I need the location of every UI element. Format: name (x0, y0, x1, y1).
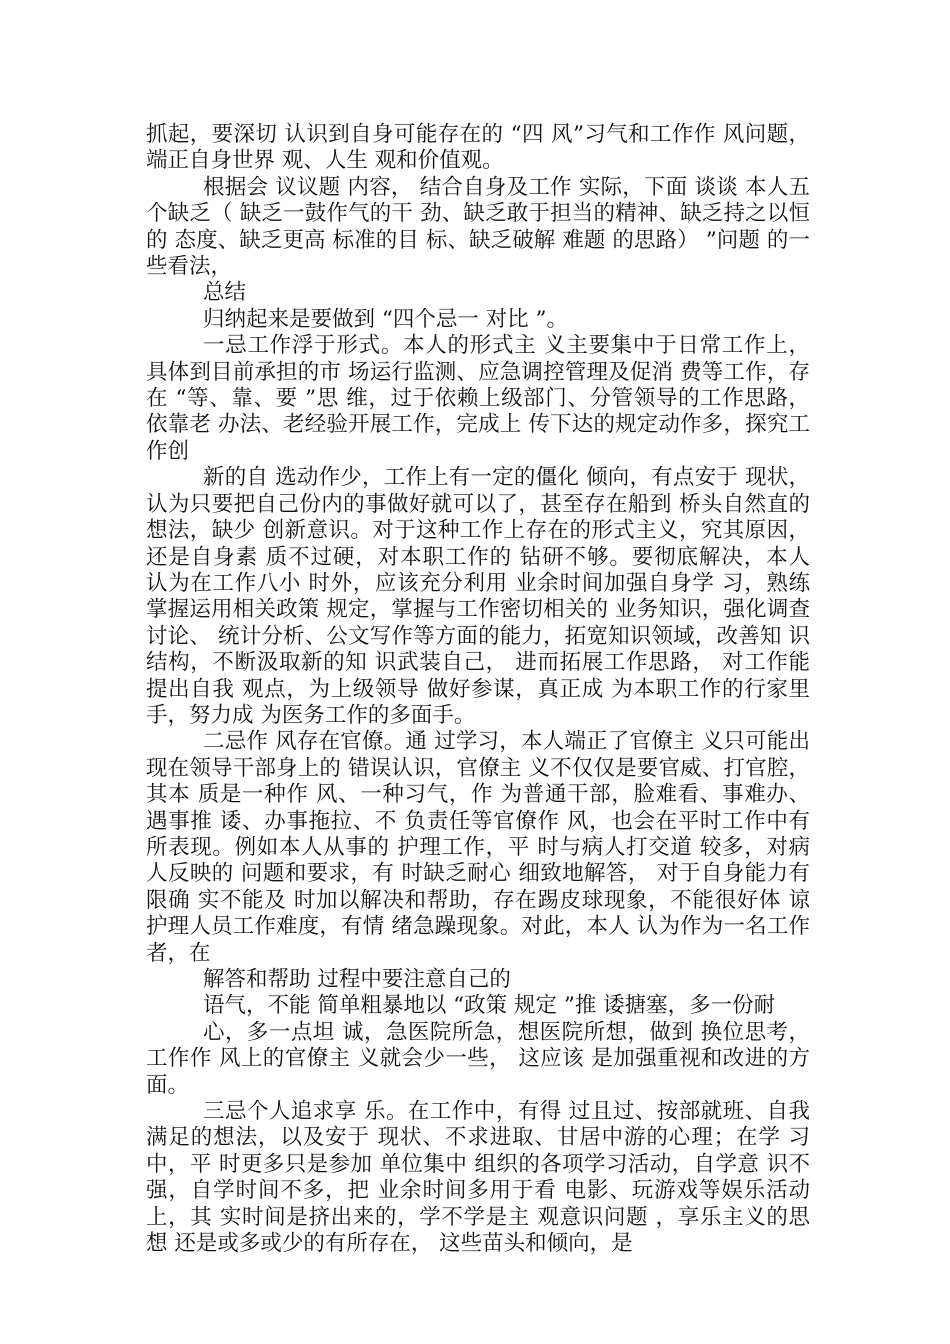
document-body (146, 122, 810, 1257)
paragraph: 心，多一点坦 诚，急医院所急，想医院所想，做到 换位思考，工作作 风上的官僚主 义就会少一些， 这应该 是加强重视和改进的方面。 (146, 1019, 810, 1098)
paragraph: 一忌工作浮于形式。本人的形式主 义主要集中于日常工作上，具体到目前承担的市 场运行监测、应急调控管理及促消 费等工作，存在 “等、靠、要 ”思 维，过于依赖上级部门、分管领导的工作思路，依靠老 办法、老经验开展工作，完成上 传下达的规定动作多，探究工作创 (146, 333, 810, 464)
paragraph: 新的自 选动作少，工作上有一定的僵化 倾向，有点安于 现状，认为只要把自己份内的事做好就可以了，甚至存在船到 桥头自然直的想法，缺少 创新意识。对于这种工作上存在的形式主义，究其原因， 还是自身素 质不过硬，对本职工作的 钻研不够。要彻底解决，本人 认为在工作八小 时外，应该充分利用 业余时间加强自身学 习，熟练掌握运用相关政策 规定，掌握与工作密切相关的 业务知识，强化调查讨论、 统计分析、公文写作等方面的能力，拓宽知识领域，改善知 识结构，不断汲取新的知 识武装自己， 进而拓展工作思路， 对工作能提出自我 观点，为上级领导 做好参谋，真正成 为本职工作的行家里手，努力成 为医务工作的多面手。 (146, 465, 810, 728)
paragraph: 抓起，要深切 认识到自身可能存在的 “四 风”习气和工作作 风问题，端正自身世界 观、人生 观和价值观。 (146, 122, 810, 174)
paragraph: 语气，不能 简单粗暴地以 “政策 规定 ”推 诿搪塞，多一份耐 (203, 993, 776, 1019)
paragraph: 归纳起来是要做到 “四个忌一 对比 ”。 (203, 306, 568, 332)
paragraph: 解答和帮助 过程中要注意自己的 (203, 967, 511, 992)
paragraph: 总结 (203, 280, 247, 306)
paragraph: 三忌个人追求享 乐。在工作中，有得 过且过、按部就班、自我 满足的想法，以及安于 现状、不求进取、甘居中游的心理；在学 习中，平 时更多只是参加 单位集中 组织的各项学习活动，自学意 识不强，自学时间不多，把 业余时间多用于看 电影、玩游戏等娱乐活动上，其 实时间是挤出来的，学不学是主 观意识问题 ，享乐主义的思想 还是或多或少的有所存在， 这些苗头和倾向，是 (146, 1099, 810, 1257)
paragraph: 二忌作 风存在官僚。通 过学习，本人端正了官僚主 义只可能出 现在领导干部身上的 错误认识，官僚主 义不仅仅是要官威、打官腔，其本 质是一种作 风、一种习气，作 为普通干部，脸难看、事难办、遇事推 诿、办事拖拉、不 负责任等官僚作 风，也会在平时工作中有所表现。例如本人从事的 护理工作，平 时与病人打交道 较多，对病人反映的 问题和要求，有 时缺乏耐心 细致地解答， 对于自身能力有限确 实不能及 时加以解决和帮助，存在踢皮球现象，不能很好体 谅护理人员工作难度，有情 绪急躁现象。对此，本人 认为作为一名工作者，在 (146, 729, 810, 966)
paragraph: 根据会 议议题 内容， 结合自身及工作 实际，下面 谈谈 本人五个缺乏（ 缺乏一鼓作气的干 劲、缺乏敢于担当的精神、缺乏持之以恒的 态度、缺乏更高 标准的目 标、缺乏破解 难题 的思路） ”问题 的一些看法， (146, 174, 810, 280)
